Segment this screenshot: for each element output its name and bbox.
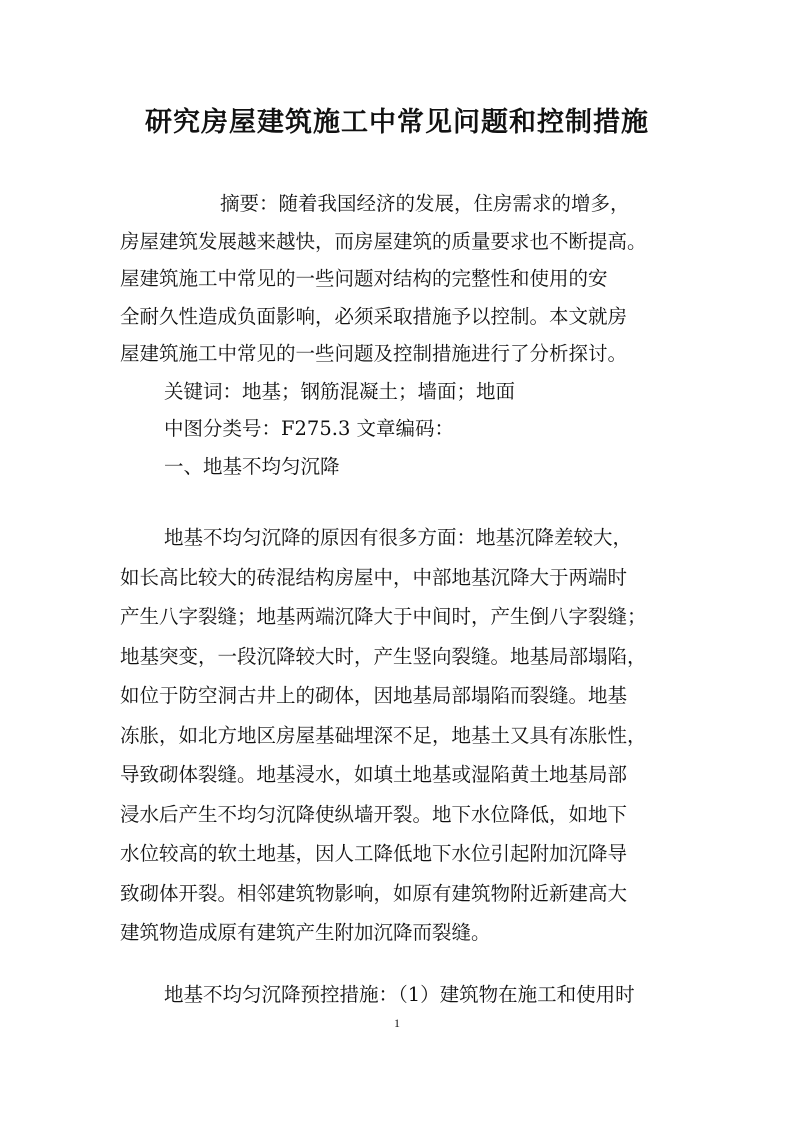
keywords-line: 关键词：地基；钢筋混凝土；墙面；地面: [164, 379, 516, 403]
body-paragraph-1: [120, 518, 680, 953]
text-line: 房屋建筑发展越来越快，而房屋建筑的质量要求也不断提高。: [120, 229, 647, 253]
body-paragraph-2: [120, 976, 680, 1014]
text-line: 导致砌体裂缝。地基浸水，如填土地基或湿陷黄土地基局部: [120, 763, 628, 786]
text-line: 全耐久性造成负面影响，必须采取措施予以控制。本文就房: [120, 304, 628, 328]
section-heading: 一、地基不均匀沉降: [164, 454, 340, 478]
text-line: 地基不均匀沉降的原因有很多方面：地基沉降差较大，: [164, 526, 633, 549]
text-line: 地基不均匀沉降预控措施：（1）建筑物在施工和使用时: [164, 983, 635, 1006]
classification-line: 中图分类号：F275.3 文章编码：: [164, 417, 455, 440]
text-line: 如位于防空洞古井上的砌体，因地基局部塌陷而裂缝。地基: [120, 684, 628, 707]
text-line: 摘要：随着我国经济的发展，住房需求的增多，: [220, 192, 630, 215]
page-number: 1: [394, 1016, 400, 1030]
text-line: 建筑物造成原有建筑产生附加沉降而裂缝。: [120, 921, 491, 944]
page-title: 研究房屋建筑施工中常见问题和控制措施: [145, 107, 649, 138]
text-line: 产生八字裂缝；地基两端沉降大于中间时，产生倒八字裂缝；: [120, 605, 647, 628]
text-line: 浸水后产生不均匀沉降使纵墙开裂。地下水位降低，如地下: [120, 802, 628, 826]
abstract-paragraph: [120, 185, 680, 485]
text-line: 地基突变，一段沉降较大时，产生竖向裂缝。地基局部塌陷，: [120, 644, 647, 668]
text-line: 水位较高的软土地基，因人工降低地下水位引起附加沉降导: [120, 842, 628, 865]
text-line: 如长高比较大的砖混结构房屋中，中部地基沉降大于两端时: [120, 565, 628, 589]
text-line: 屋建筑施工中常见的一些问题对结构的完整性和使用的安: [120, 267, 608, 290]
text-line: 屋建筑施工中常见的一些问题及控制措施进行了分析探讨。: [120, 342, 628, 365]
text-line: 冻胀，如北方地区房屋基础埋深不足，地基土又具有冻胀性，: [120, 723, 647, 747]
text-line: 致砌体开裂。相邻建筑物影响，如原有建筑物附近新建高大: [120, 881, 628, 905]
